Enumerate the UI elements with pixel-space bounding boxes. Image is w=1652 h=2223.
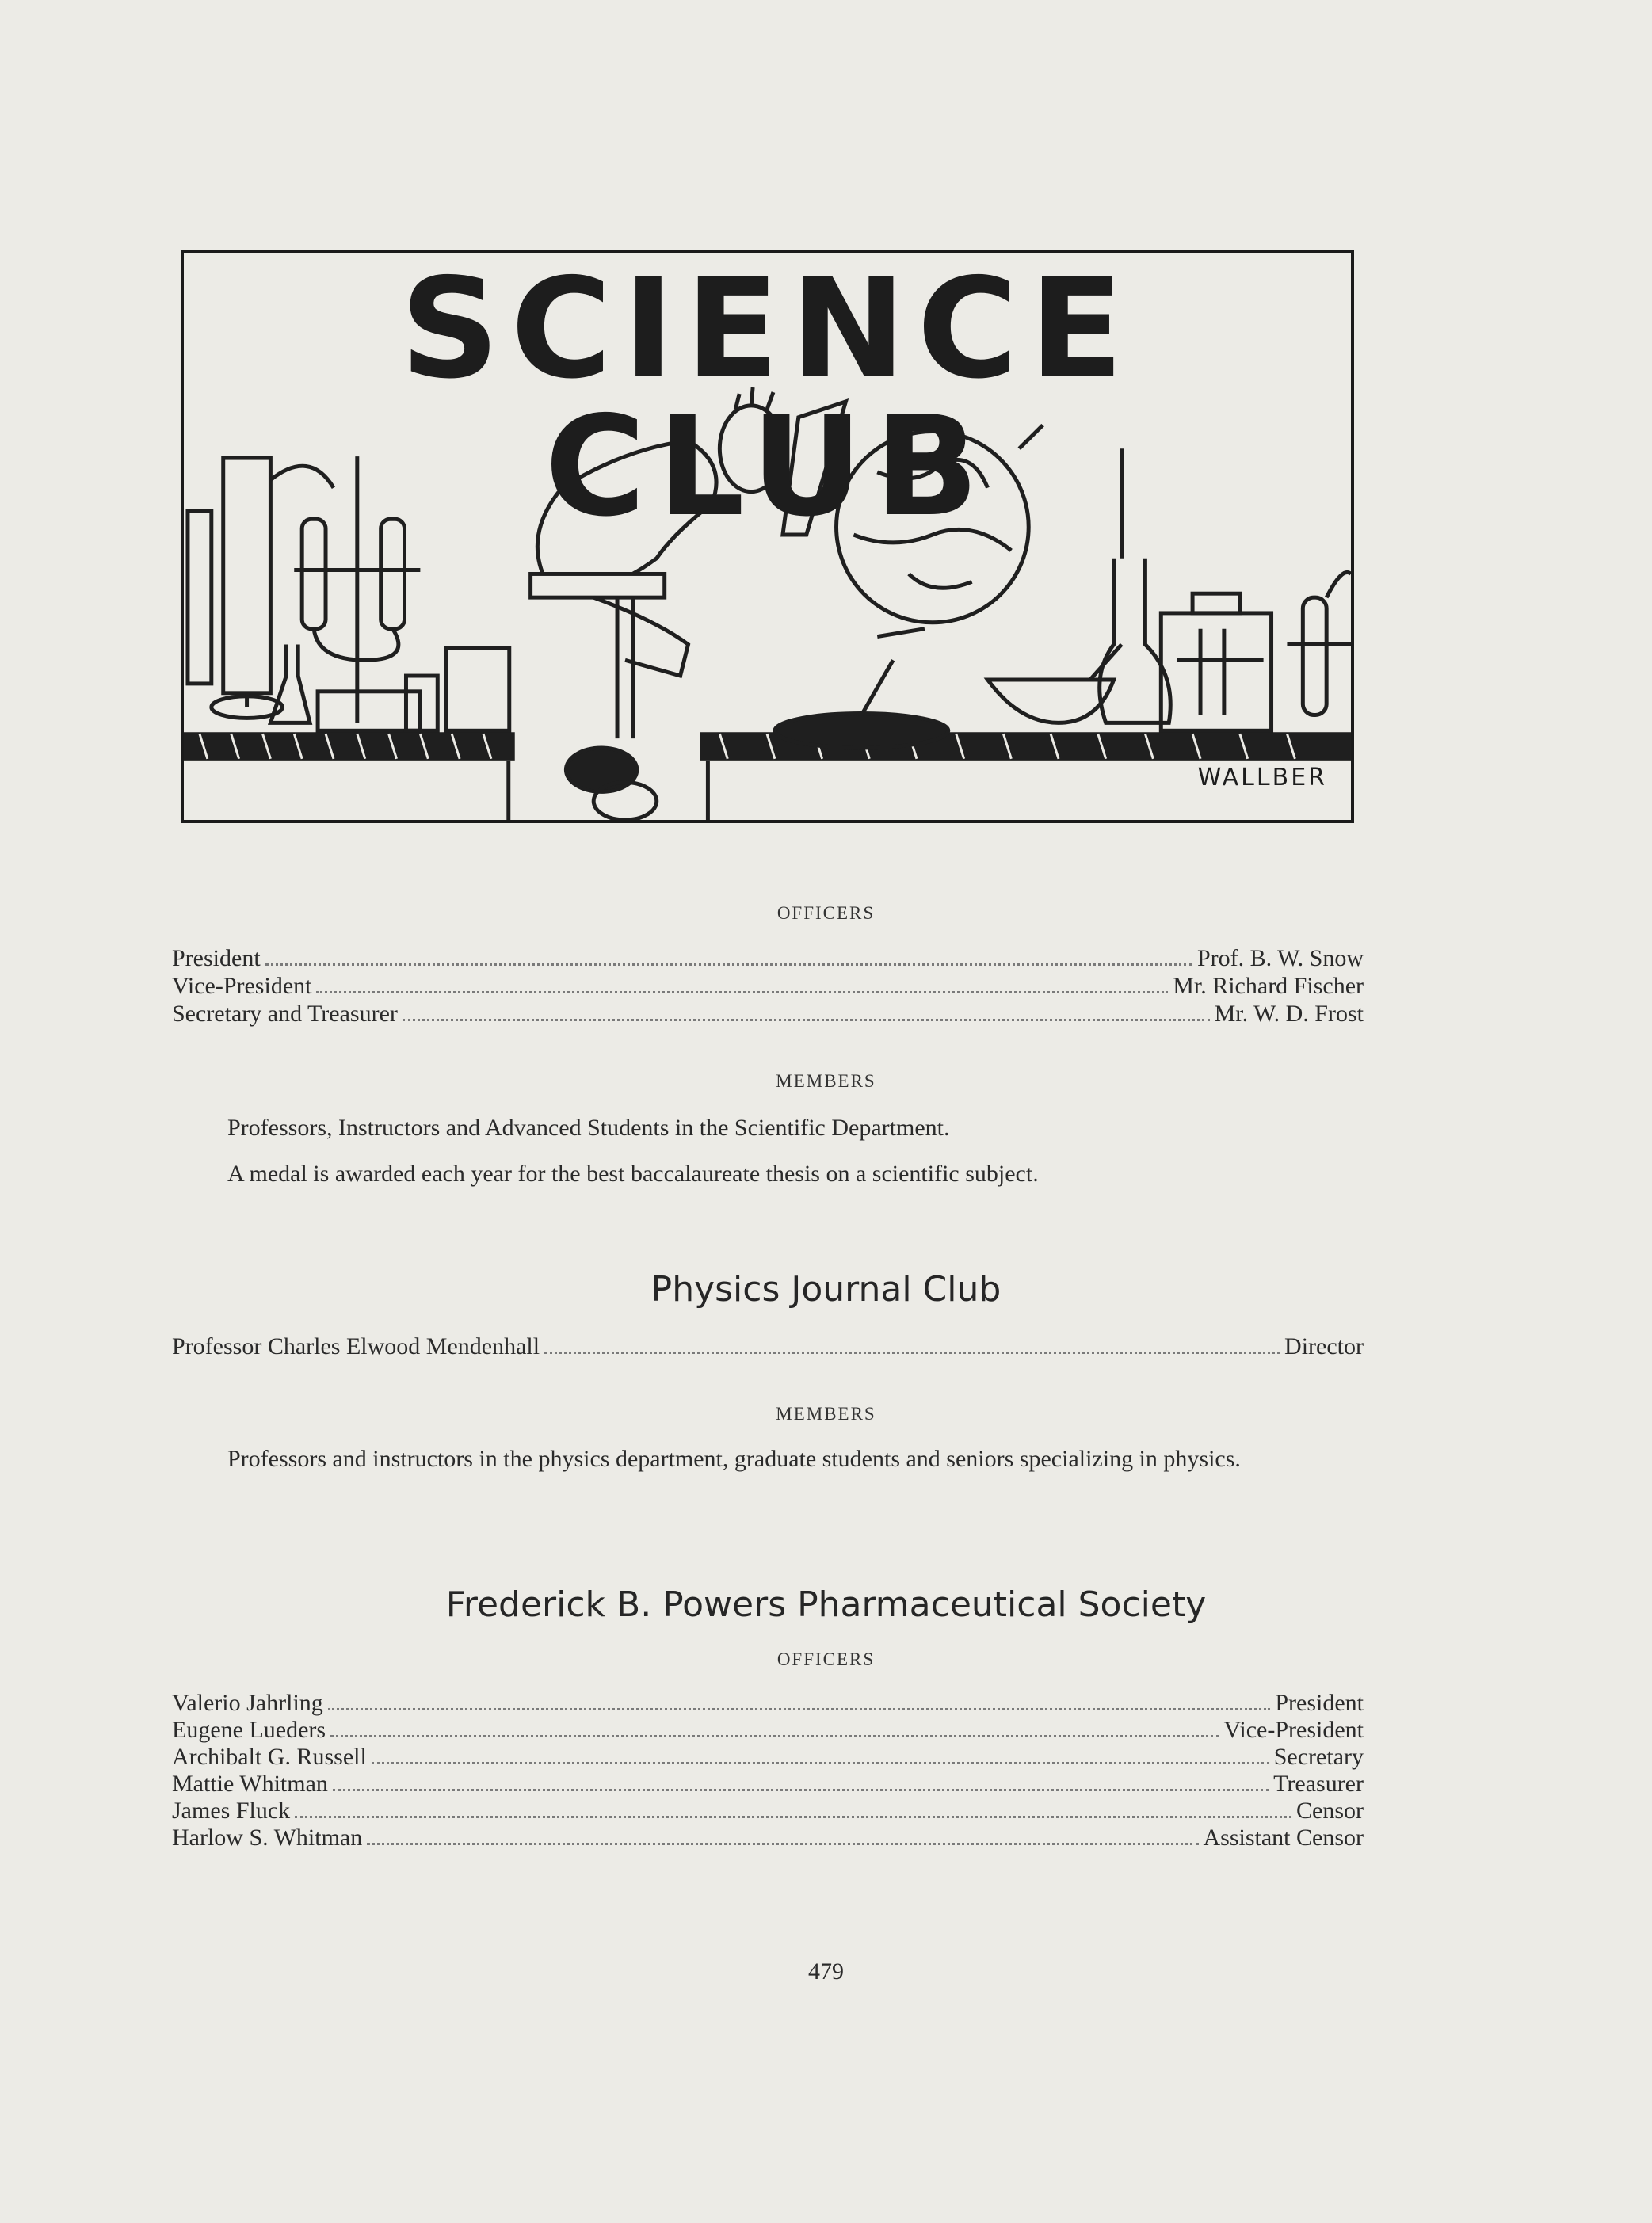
dot-leader — [367, 1824, 1198, 1845]
officer-name: Archibalt G. Russell — [172, 1744, 367, 1770]
officer-name: Mr. W. D. Frost — [1214, 1001, 1364, 1027]
officer-role: Secretary and Treasurer — [172, 1001, 398, 1027]
officer-role: President — [1275, 1690, 1364, 1716]
officer-row — [172, 972, 1364, 1001]
physics-club-title: Physics Journal Club — [650, 1269, 1002, 1310]
dot-leader — [372, 1743, 1269, 1764]
officer-row — [172, 1797, 1364, 1825]
officer-row — [172, 1716, 1364, 1744]
officer-row — [172, 1689, 1364, 1718]
dot-leader — [316, 972, 1168, 993]
dot-leader — [295, 1797, 1291, 1818]
officer-name: Prof. B. W. Snow — [1196, 945, 1364, 971]
officer-role: President — [172, 945, 261, 971]
director-role: Director — [1284, 1333, 1364, 1359]
dot-leader — [265, 944, 1192, 966]
dot-leader — [403, 1000, 1210, 1021]
artist-signature: WALLBER — [1197, 764, 1327, 791]
page-number: 479 — [808, 1958, 844, 1985]
officer-row — [172, 1824, 1364, 1852]
pharm-society-title: Frederick B. Powers Pharmaceutical Society — [445, 1584, 1207, 1625]
officer-role: Vice-President — [1223, 1717, 1364, 1743]
science-officers-heading: OFFICERS — [776, 903, 876, 923]
officer-row — [172, 944, 1364, 973]
officer-name: Mattie Whitman — [172, 1771, 328, 1797]
medal-text: A medal is awarded each year for the best baccalaureate thesis on a scientific subject. — [227, 1161, 1039, 1187]
dot-leader — [544, 1333, 1280, 1354]
science-club-illustration — [181, 250, 1354, 823]
officer-role: Treasurer — [1273, 1771, 1364, 1797]
officer-role: Assistant Censor — [1203, 1825, 1364, 1851]
banner-title: SCIENCE CLUB — [400, 249, 1135, 547]
pharm-officers-heading: OFFICERS — [776, 1649, 876, 1669]
science-members-heading: MEMBERS — [776, 1071, 876, 1091]
science-members-text: Professors, Instructors and Advanced Students in the Scientific Department. — [227, 1115, 950, 1141]
officer-row — [172, 1743, 1364, 1771]
dot-leader — [333, 1770, 1269, 1791]
physics-members-heading: MEMBERS — [776, 1404, 876, 1424]
officer-role: Secretary — [1273, 1744, 1364, 1770]
officer-name: Valerio Jahrling — [172, 1690, 323, 1716]
director-name: Professor Charles Elwood Mendenhall — [172, 1333, 540, 1359]
officer-role: Censor — [1296, 1798, 1364, 1824]
physics-members-text: Professors and instructors in the physics department, graduate students and seniors specializing in physics. — [227, 1446, 1241, 1472]
officer-name: Mr. Richard Fischer — [1173, 973, 1364, 999]
officer-row — [172, 1770, 1364, 1798]
officer-name: James Fluck — [172, 1798, 291, 1824]
officer-name: Harlow S. Whitman — [172, 1825, 363, 1851]
dot-leader — [330, 1716, 1219, 1737]
officer-name: Eugene Lueders — [172, 1717, 326, 1743]
officer-row — [172, 1000, 1364, 1028]
dot-leader — [328, 1689, 1271, 1710]
director-row — [172, 1333, 1364, 1361]
officer-role: Vice-President — [172, 973, 312, 999]
